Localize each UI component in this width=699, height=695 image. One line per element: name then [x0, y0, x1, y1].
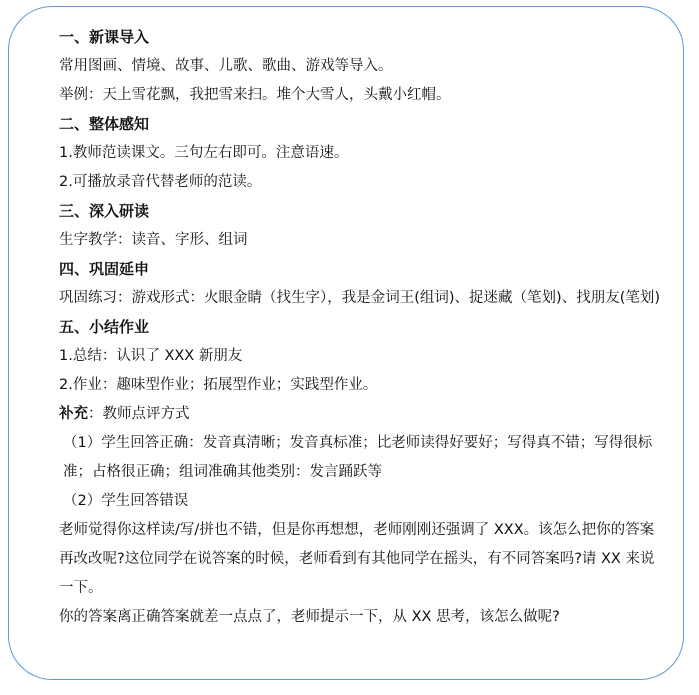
- intro-methods: 常用图画、情境、故事、儿歌、歌曲、游戏等导入。: [59, 58, 393, 74]
- supplement-wrong-feedback-1: 老师觉得你这样读/写/拼也不错，但是你再想想，老师刚刚还强调了 XXX。该怎么把你的答案再改改呢?这位同学在说答案的时候，老师看到有其他同学在摇头，有不同答案吗?请 XX 来说一下。: [59, 522, 655, 596]
- supplement-wrong-feedback-2: 你的答案离正确答案就差一点点了，老师提示一下，从 XX 思考，该怎么做呢?: [59, 609, 560, 625]
- supplement-label: 补充: [59, 406, 88, 422]
- section-title-overall: 二、整体感知: [59, 115, 150, 133]
- consolidate-item: 巩固练习：游戏形式：火眼金睛（找生字），我是金词王(组词)、捉迷藏（笔划)、找朋友(笔划): [59, 290, 661, 306]
- summary-item-1: 1.总结：认识了 XXX 新朋友: [59, 348, 243, 364]
- overall-item-1: 1.教师范读课文。三句左右即可。注意语速。: [59, 145, 349, 161]
- section-title-intro: 一、新课导入: [59, 28, 150, 46]
- supplement-wrong: （2）学生回答错误: [63, 493, 189, 509]
- lesson-plan-card: [8, 6, 684, 680]
- intro-example: 举例：天上雪花飘，我把雪来扫。堆个大雪人，头戴小红帽。: [59, 87, 451, 103]
- supplement-heading: [59, 400, 661, 429]
- supplement-rest: ：教师点评方式: [88, 406, 190, 422]
- study-item: 生字教学：读音、字形、组词: [59, 232, 248, 248]
- section-title-summary: 五、小结作业: [59, 318, 150, 336]
- section-title-study: 三、深入研读: [59, 202, 150, 220]
- supplement-correct: （1）学生回答正确：发音真清晰；发音真标准；比老师读得好要好；写得真不错；写得很标准；占格很正确；组词准确其他类别：发言踊跃等: [63, 435, 653, 480]
- summary-item-2: 2.作业：趣味型作业；拓展型作业；实践型作业。: [59, 377, 378, 393]
- section-title-consolidate: 四、巩固延申: [59, 260, 150, 278]
- overall-item-2: 2.可播放录音代替老师的范读。: [59, 174, 262, 190]
